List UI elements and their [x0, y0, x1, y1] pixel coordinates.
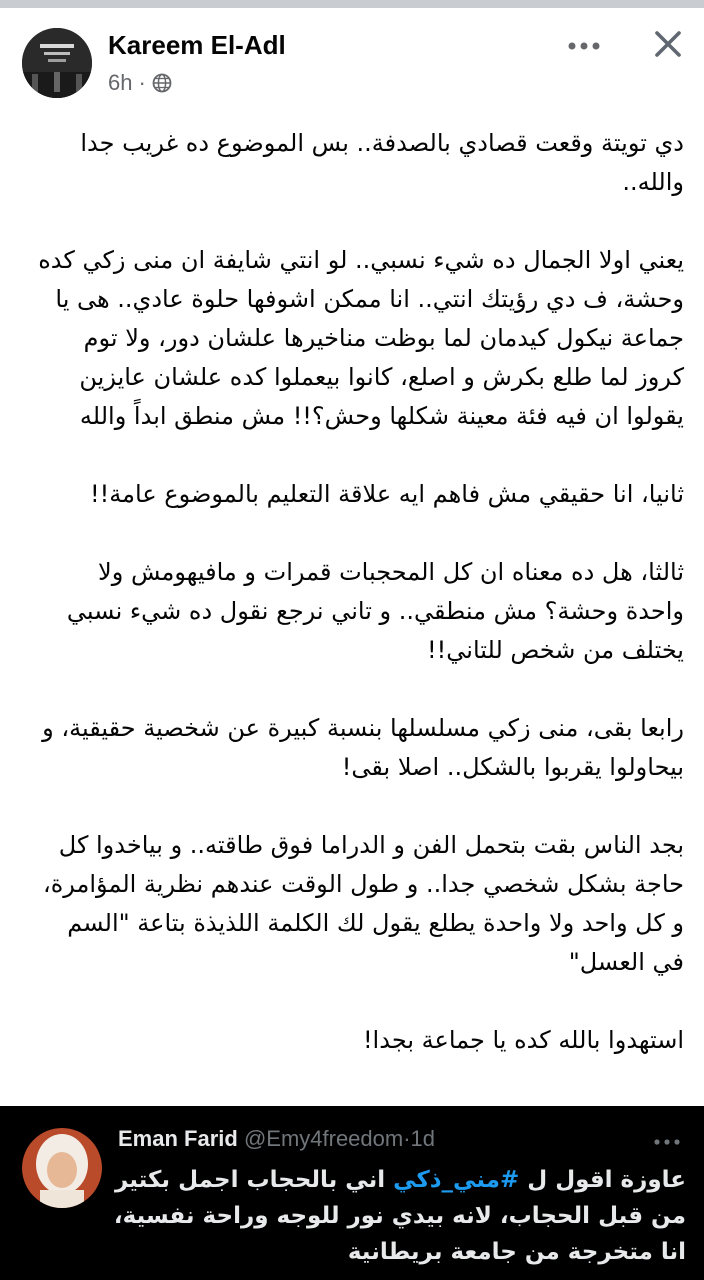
author-avatar[interactable] [22, 28, 92, 98]
embed-time-separator: · [403, 1126, 411, 1151]
post-paragraph-1: دي تويتة وقعت قصادي بالصدفة.. بس الموضوع ده غريب جدا والله.. [80, 129, 684, 196]
post-paragraph-2: يعني اولا الجمال ده شيء نسبي.. لو انتي شايفة ان منى زكي كده وحشة، ف دي رؤيتك انتي.. انا ممكن اشوفها حلوة عادي.. هى يا جماعة نيكول كيدمان لما بوظت مناخيرها علشان دور، ولا توم كروز لما طلع بكرش و اصلع، كانوا بيعملوا كده علشان عايزين يقولوا ان فيه فئة معينة شكلها وحش؟!! مش منطق ابداً والله [38, 246, 684, 430]
post-meta [108, 68, 172, 98]
close-icon[interactable] [652, 28, 684, 60]
post-paragraph-5: رابعا بقى، منى زكي مسلسلها بنسبة كبيرة عن شخصية حقيقية، و بيحاولوا يقربوا بالشكل.. اصلا بقى! [42, 714, 684, 781]
top-divider [0, 0, 704, 8]
embed-text-start: عاوزة اقول ل [519, 1167, 686, 1193]
embed-author-avatar [22, 1128, 102, 1208]
post-paragraph-3: ثانيا، انا حقيقي مش فاهم ايه علاقة التعليم بالموضوع عامة!! [90, 480, 684, 508]
embed-hashtag: #مني_ذكي [393, 1167, 520, 1193]
more-horizontal-icon[interactable] [564, 36, 604, 56]
more-horizontal-icon [652, 1136, 682, 1148]
post-timestamp[interactable]: 6h [108, 70, 133, 95]
post-text [36, 124, 684, 1099]
embed-time: 1d [410, 1126, 436, 1151]
post-paragraph-6: بجد الناس بقت بتحمل الفن و الدراما فوق طاقته.. و بياخدوا كل حاجة بشكل شخصي جدا.. و طول الوقت عندهم نظرية المؤامرة، و كل واحد ولا واحدة يطلع يقول لك الكلمة اللذيذة بتاعة "السم في العسل" [42, 831, 684, 976]
embed-author-name: Eman Farid [118, 1126, 238, 1151]
post-paragraph-4: ثالثا، هل ده معناه ان كل المحجبات قمرات و مافيهومش ولا واحدة وحشة؟ مش منطقي.. و تاني نرجع نقول ده شيء نسبي يختلف من شخص للتاني!! [66, 558, 684, 664]
embedded-tweet-screenshot[interactable] [0, 1106, 704, 1280]
author-name[interactable]: Kareem El-Adl [108, 30, 286, 60]
embed-author-handle: @Emy4freedom [243, 1126, 404, 1151]
embed-tweet-text [110, 1162, 686, 1270]
post-paragraph-7: استهدوا بالله كده يا جماعة بجدا! [362, 1026, 684, 1054]
globe-icon[interactable] [152, 73, 172, 93]
embed-text-rest: اني بالحجاب اجمل بكتير من قبل الحجاب، لانه بيدي نور للوجه وراحة نفسية، انا متخرجة من جامعة بريطانية [113, 1167, 686, 1265]
embed-header [118, 1124, 435, 1154]
post-header [0, 8, 704, 112]
meta-separator: · [138, 70, 146, 95]
